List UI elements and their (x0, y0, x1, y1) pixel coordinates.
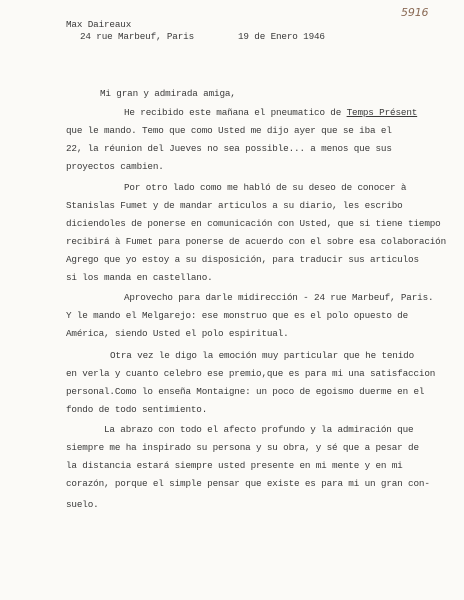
body-line: corazón, porque el simple pensar que existe es para mi un gran con- (66, 478, 430, 489)
body-line: América, siendo Usted el polo espiritual. (66, 328, 289, 339)
body-line: en verla y cuanto celebro ese premio,que es para mi una satisfaccion (66, 368, 436, 379)
body-line: proyectos cambien. (66, 161, 164, 172)
body-line: Por otro lado como me habló de su deseo de conocer à (124, 182, 407, 193)
body-line: la distancia estará siempre usted presente en mi mente y en mi (66, 460, 403, 471)
body-line: 22, la réunion del Jueves no sea possible... a menos que sus (66, 143, 392, 154)
body-line: si los manda en castellano. (66, 272, 213, 283)
journal-name: Temps Présent (346, 107, 418, 118)
body-line: He recibido este mañana el pneumatico de Temps Présent (124, 107, 418, 118)
body-line: suelo. (66, 499, 99, 510)
body-line: Y le mando el Melgarejo: ese monstruo que es el polo opuesto de (66, 310, 409, 321)
archive-number: 5916 (401, 6, 429, 19)
body-line: fondo de todo sentimiento. (66, 404, 208, 415)
body-line: Agrego que yo estoy a su disposición, para traducir sus articulos (66, 254, 419, 265)
body-line: diciendoles de ponerse en comunicación con Usted, que si tiene tiempo (66, 218, 441, 229)
body-line: Otra vez le digo la emoción muy particular que he tenido (110, 350, 415, 361)
body-line: La abrazo con todo el afecto profundo y la admiración que (104, 424, 414, 435)
greeting: Mi gran y admirada amiga, (100, 88, 236, 99)
sender-name: Max Daireaux (66, 19, 132, 30)
body-line: Aprovecho para darle midirección - 24 rue Marbeuf, Paris. (124, 292, 434, 303)
body-line: personal.Como lo enseña Montaigne: un poco de egoismo duerme en el (66, 386, 425, 397)
body-line: siempre me ha inspirado su persona y su obra, y sé que a pesar de (66, 442, 419, 453)
body-line: que le mando. Temo que como Usted me dijo ayer que se iba el (66, 125, 392, 136)
letter-date: 19 de Enero 1946 (238, 31, 325, 42)
body-line: recibirá à Fumet para ponerse de acuerdo con el sobre esa colaboración (66, 236, 447, 247)
sender-address: 24 rue Marbeuf, Paris (80, 31, 195, 42)
body-line: Stanislas Fumet y de mandar articulos a su diario, les escribo (66, 200, 403, 211)
